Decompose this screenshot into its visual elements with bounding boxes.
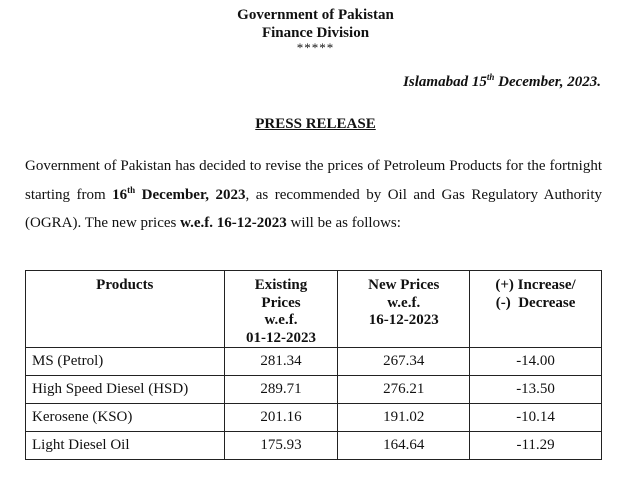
header-products [26, 271, 225, 348]
header-change-line1: (+) Increase/ [495, 277, 576, 293]
cell-change: -14.00 [470, 348, 602, 376]
cell-new: 164.64 [338, 432, 470, 460]
header-change [470, 271, 602, 348]
dateline [403, 72, 601, 91]
dateline-sup: th [486, 72, 495, 82]
header-stars: ***** [296, 40, 335, 55]
cell-change: -11.29 [470, 432, 602, 460]
letterhead [0, 6, 631, 54]
body-date [112, 184, 246, 203]
cell-new: 191.02 [338, 404, 470, 432]
dateline-date: December, 2023. [494, 74, 601, 90]
cell-change: -13.50 [470, 376, 602, 404]
cell-existing: 201.16 [224, 404, 338, 432]
header-new-line1: New Prices [368, 277, 440, 293]
cell-existing: 289.71 [224, 376, 338, 404]
page-title: PRESS RELEASE [255, 116, 376, 132]
cell-new: 267.34 [338, 348, 470, 376]
header-existing-line3: w.e.f. [264, 312, 298, 328]
body-paragraph [25, 152, 602, 238]
cell-new: 276.21 [338, 376, 470, 404]
table-header-row [26, 271, 602, 348]
cell-existing: 175.93 [224, 432, 338, 460]
header-existing-line2: Prices [261, 294, 301, 311]
cell-product: Light Diesel Oil [26, 432, 225, 460]
cell-product: High Speed Diesel (HSD) [26, 376, 225, 404]
body-date-sup: th [127, 184, 136, 195]
cell-change: -10.14 [470, 404, 602, 432]
table-row [26, 432, 602, 460]
body-date-rest: December, 2023 [135, 186, 246, 203]
header-existing-line1: Existing [254, 277, 308, 293]
header-new [338, 271, 470, 348]
header-new-line3: 16-12-2023 [368, 312, 439, 328]
body-wef: w.e.f. 16-12-2023 [180, 215, 287, 231]
header-division: Finance Division [261, 25, 370, 41]
header-existing [224, 271, 338, 348]
table-row [26, 404, 602, 432]
table-row [26, 376, 602, 404]
dateline-place: Islamabad 15 [403, 74, 487, 90]
body-text-3: will be as follows: [286, 215, 401, 231]
header-government: Government of Pakistan [237, 7, 394, 23]
header-new-line2: w.e.f. [387, 294, 421, 311]
header-change-line2: (-) Decrease [495, 294, 576, 311]
table-row [26, 348, 602, 376]
header-products-label: Products [96, 277, 154, 293]
cell-existing: 281.34 [224, 348, 338, 376]
cell-product: Kerosene (KSO) [26, 404, 225, 432]
price-table [25, 270, 602, 460]
body-text-2: , as recommended by Oil and Gas Regulatory Authority (OGRA). The new prices [25, 186, 602, 231]
body-text-1: Government of Pakistan has decided to revise the prices of Petroleum Products for the fortnight starting from [25, 158, 602, 203]
body-date-main: 16 [112, 186, 128, 203]
cell-product: MS (Petrol) [26, 348, 225, 376]
header-existing-line4: 01-12-2023 [246, 329, 316, 346]
